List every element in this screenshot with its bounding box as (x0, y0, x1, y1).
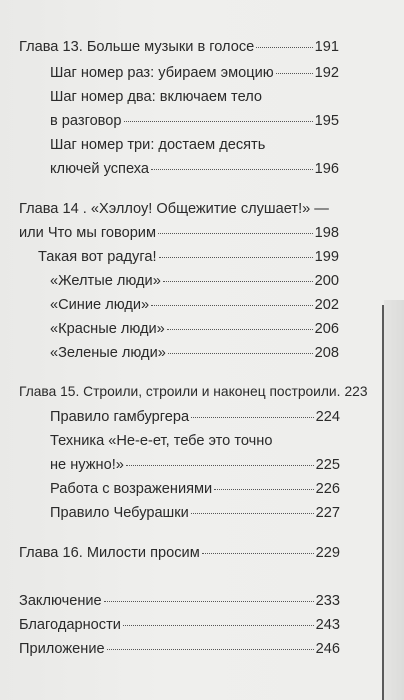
toc-entry-page: 195 (314, 113, 339, 129)
toc-entry-title: ключей успеха (50, 161, 149, 177)
leader-dots (202, 552, 314, 554)
toc-entry-page: 233 (315, 593, 340, 609)
toc-entry (50, 432, 272, 450)
leader-dots (151, 168, 313, 170)
toc-entry (50, 344, 339, 362)
leader-dots (124, 120, 313, 122)
leader-dots (163, 280, 313, 282)
toc-entry-title: Глава 15. Строили, строили и наконец построили. (19, 384, 341, 399)
toc-entry-chapter-13 (19, 38, 339, 56)
toc-entry-page: 246 (315, 641, 340, 657)
toc-entry (50, 456, 340, 474)
toc-entry-title: в разговор (50, 113, 122, 129)
toc-entry-page: 199 (314, 249, 339, 265)
toc-entry-title: Глава 13. Больше музыки в голосе (19, 39, 255, 55)
toc-entry-page: 243 (315, 617, 340, 633)
toc-entry-page: 208 (314, 345, 339, 361)
toc-entry-title: Шаг номер три: достаем десять (50, 137, 266, 153)
toc-entry (50, 64, 339, 82)
leader-dots (107, 648, 314, 650)
leader-dots (214, 488, 313, 490)
toc-entry-conclusion (19, 592, 340, 610)
leader-dots (167, 328, 313, 330)
toc-entry (50, 408, 340, 426)
toc-entry-title: не нужно!» (50, 457, 124, 473)
leader-dots (126, 464, 314, 466)
toc-entry (19, 224, 339, 242)
toc-entry-title: Шаг номер раз: убираем эмоцию (50, 65, 274, 81)
toc-entry-title: Глава 16. Милости просим (19, 545, 200, 561)
toc-entry-title: Техника «Не-е-ет, тебе это точно (50, 433, 273, 449)
leader-dots (151, 304, 313, 306)
toc-entry-title: Глава 14 . «Хэллоу! Общежитие слушает!» — (19, 201, 329, 217)
toc-entry-title: Такая вот радуга! (38, 249, 157, 265)
leader-dots (158, 232, 313, 234)
leader-dots (276, 72, 313, 74)
toc-entry-title: «Желтые люди» (50, 273, 161, 289)
toc-entry-chapter-16 (19, 544, 340, 562)
toc-entry-page: 229 (315, 545, 340, 561)
page-edge-shadow (384, 300, 404, 700)
toc-entry-page: 191 (314, 39, 339, 55)
toc-entry-page: 225 (315, 457, 340, 473)
toc-entry-page: 196 (314, 161, 339, 177)
leader-dots (191, 416, 314, 418)
leader-dots (159, 256, 313, 258)
toc-entry-page: 200 (314, 273, 339, 289)
toc-entry-title: Правило Чебурашки (50, 505, 189, 521)
toc-entry-title: или Что мы говорим (19, 225, 156, 241)
toc-entry-page: 206 (314, 321, 339, 337)
toc-entry-page: 202 (314, 297, 339, 313)
toc-entry (50, 320, 339, 338)
toc-entry-title: «Синие люди» (50, 297, 150, 313)
toc-entry (50, 480, 340, 498)
leader-dots (168, 352, 313, 354)
leader-dots (256, 46, 312, 48)
toc-entry-title: Работа с возражениями (50, 481, 213, 497)
toc-entry-page: 198 (314, 225, 339, 241)
page-edge-line (382, 305, 384, 700)
toc-entry (38, 248, 339, 266)
leader-dots (191, 512, 314, 514)
toc-entry-title: Благодарности (19, 617, 121, 633)
toc-entry (50, 112, 339, 130)
toc-entry-title: Заключение (19, 593, 102, 609)
toc-entry-title: Приложение (19, 641, 105, 657)
toc-entry-title: «Красные люди» (50, 321, 165, 337)
toc-entry (50, 296, 339, 314)
leader-dots (104, 600, 314, 602)
toc-entry (50, 88, 262, 106)
toc-entry-chapter-15 (19, 383, 368, 401)
toc-entry-acknowledgements (19, 616, 340, 634)
toc-entry (50, 504, 340, 522)
toc-entry-title: «Зеленые люди» (50, 345, 166, 361)
toc-entry-page: 192 (314, 65, 339, 81)
toc-entry-page: 224 (315, 409, 340, 425)
toc-entry-title: Правило гамбургера (50, 409, 190, 425)
leader-dots (123, 624, 314, 626)
toc-entry-title: Шаг номер два: включаем тело (50, 89, 263, 105)
toc-entry (50, 136, 265, 154)
toc-entry-page: 227 (315, 505, 340, 521)
toc-entry-chapter-14 (19, 200, 329, 218)
toc-entry-page: 226 (315, 481, 340, 497)
toc-entry (50, 160, 339, 178)
toc-entry-appendix (19, 640, 340, 658)
toc-entry (50, 272, 339, 290)
toc-entry-page: 223 (344, 384, 368, 399)
